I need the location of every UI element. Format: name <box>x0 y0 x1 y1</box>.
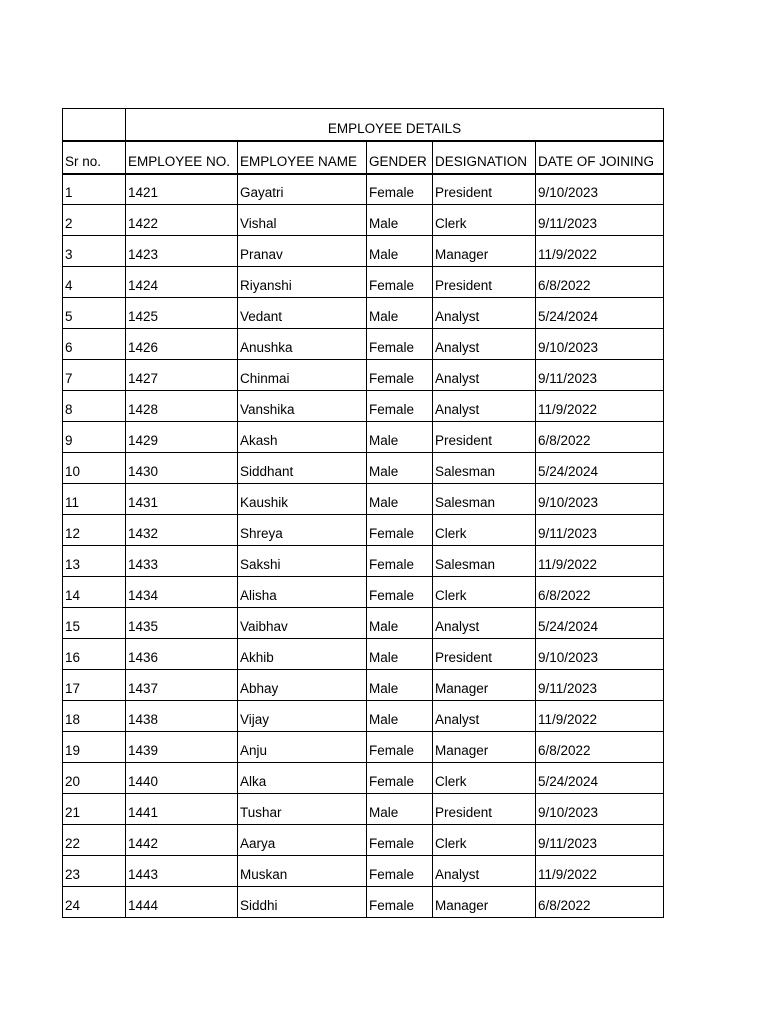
cell-gender: Female <box>367 174 433 205</box>
table-row <box>63 794 664 825</box>
cell-sr-no: 8 <box>63 391 126 422</box>
cell-employee-name: Tushar <box>238 794 367 825</box>
table-row <box>63 546 664 577</box>
table-row <box>63 856 664 887</box>
table-row <box>63 391 664 422</box>
cell-employee-name: Siddhi <box>238 887 367 918</box>
cell-designation: President <box>433 422 536 453</box>
cell-employee-no: 1439 <box>126 732 238 763</box>
header-gender: GENDER <box>367 141 433 174</box>
cell-sr-no: 1 <box>63 174 126 205</box>
cell-date-of-joining: 9/11/2023 <box>536 825 664 856</box>
cell-designation: Clerk <box>433 577 536 608</box>
cell-designation: Clerk <box>433 763 536 794</box>
cell-employee-name: Riyanshi <box>238 267 367 298</box>
cell-date-of-joining: 11/9/2022 <box>536 391 664 422</box>
cell-employee-no: 1443 <box>126 856 238 887</box>
cell-designation: Analyst <box>433 608 536 639</box>
cell-gender: Male <box>367 236 433 267</box>
cell-sr-no: 6 <box>63 329 126 360</box>
cell-sr-no: 24 <box>63 887 126 918</box>
cell-employee-no: 1436 <box>126 639 238 670</box>
cell-sr-no: 14 <box>63 577 126 608</box>
cell-employee-name: Vedant <box>238 298 367 329</box>
cell-designation: Manager <box>433 670 536 701</box>
table-row <box>63 174 664 205</box>
cell-date-of-joining: 9/11/2023 <box>536 205 664 236</box>
cell-employee-no: 1432 <box>126 515 238 546</box>
cell-employee-name: Vijay <box>238 701 367 732</box>
table-row <box>63 329 664 360</box>
table-row <box>63 484 664 515</box>
cell-date-of-joining: 11/9/2022 <box>536 701 664 732</box>
cell-date-of-joining: 11/9/2022 <box>536 546 664 577</box>
cell-date-of-joining: 9/10/2023 <box>536 329 664 360</box>
cell-employee-name: Akash <box>238 422 367 453</box>
header-employee-name: EMPLOYEE NAME <box>238 141 367 174</box>
table-row <box>63 236 664 267</box>
cell-gender: Male <box>367 484 433 515</box>
cell-gender: Female <box>367 732 433 763</box>
cell-designation: Clerk <box>433 205 536 236</box>
table-row <box>63 608 664 639</box>
cell-gender: Male <box>367 794 433 825</box>
header-employee-no: EMPLOYEE NO. <box>126 141 238 174</box>
table-row <box>63 639 664 670</box>
cell-sr-no: 7 <box>63 360 126 391</box>
cell-employee-name: Anju <box>238 732 367 763</box>
table-row <box>63 267 664 298</box>
cell-employee-name: Gayatri <box>238 174 367 205</box>
cell-sr-no: 22 <box>63 825 126 856</box>
table-row <box>63 298 664 329</box>
cell-gender: Male <box>367 298 433 329</box>
cell-designation: President <box>433 639 536 670</box>
cell-gender: Female <box>367 267 433 298</box>
cell-employee-no: 1428 <box>126 391 238 422</box>
cell-sr-no: 21 <box>63 794 126 825</box>
table-row <box>63 205 664 236</box>
cell-sr-no: 11 <box>63 484 126 515</box>
cell-employee-name: Shreya <box>238 515 367 546</box>
cell-sr-no: 2 <box>63 205 126 236</box>
table-row <box>63 577 664 608</box>
cell-employee-no: 1429 <box>126 422 238 453</box>
cell-employee-no: 1427 <box>126 360 238 391</box>
blank-corner-cell <box>63 109 126 141</box>
cell-employee-name: Muskan <box>238 856 367 887</box>
cell-gender: Female <box>367 825 433 856</box>
cell-gender: Female <box>367 360 433 391</box>
cell-gender: Male <box>367 205 433 236</box>
cell-designation: Manager <box>433 732 536 763</box>
cell-employee-name: Vishal <box>238 205 367 236</box>
cell-gender: Male <box>367 639 433 670</box>
cell-employee-name: Vaibhav <box>238 608 367 639</box>
cell-date-of-joining: 11/9/2022 <box>536 236 664 267</box>
cell-designation: Salesman <box>433 546 536 577</box>
cell-designation: Clerk <box>433 515 536 546</box>
cell-date-of-joining: 6/8/2022 <box>536 267 664 298</box>
cell-sr-no: 15 <box>63 608 126 639</box>
cell-gender: Male <box>367 608 433 639</box>
cell-employee-no: 1444 <box>126 887 238 918</box>
table-row <box>63 453 664 484</box>
cell-gender: Male <box>367 701 433 732</box>
cell-gender: Male <box>367 670 433 701</box>
cell-employee-no: 1430 <box>126 453 238 484</box>
cell-date-of-joining: 9/11/2023 <box>536 670 664 701</box>
cell-gender: Female <box>367 515 433 546</box>
cell-designation: Analyst <box>433 360 536 391</box>
header-row <box>63 141 664 174</box>
table-row <box>63 701 664 732</box>
cell-sr-no: 20 <box>63 763 126 794</box>
cell-gender: Male <box>367 453 433 484</box>
header-designation: DESIGNATION <box>433 141 536 174</box>
cell-employee-name: Anushka <box>238 329 367 360</box>
table-row <box>63 515 664 546</box>
cell-employee-name: Sakshi <box>238 546 367 577</box>
cell-gender: Female <box>367 546 433 577</box>
cell-employee-no: 1422 <box>126 205 238 236</box>
cell-date-of-joining: 9/10/2023 <box>536 174 664 205</box>
cell-designation: Analyst <box>433 391 536 422</box>
cell-gender: Female <box>367 577 433 608</box>
cell-date-of-joining: 6/8/2022 <box>536 577 664 608</box>
cell-employee-name: Siddhant <box>238 453 367 484</box>
cell-sr-no: 9 <box>63 422 126 453</box>
cell-employee-no: 1433 <box>126 546 238 577</box>
cell-designation: President <box>433 794 536 825</box>
table-row <box>63 825 664 856</box>
cell-employee-name: Kaushik <box>238 484 367 515</box>
cell-designation: Salesman <box>433 453 536 484</box>
table-row <box>63 360 664 391</box>
cell-employee-no: 1437 <box>126 670 238 701</box>
cell-designation: Analyst <box>433 329 536 360</box>
cell-employee-no: 1438 <box>126 701 238 732</box>
cell-designation: President <box>433 267 536 298</box>
cell-sr-no: 3 <box>63 236 126 267</box>
cell-gender: Male <box>367 422 433 453</box>
cell-sr-no: 12 <box>63 515 126 546</box>
cell-designation: Analyst <box>433 298 536 329</box>
cell-employee-name: Pranav <box>238 236 367 267</box>
cell-date-of-joining: 9/11/2023 <box>536 515 664 546</box>
title-row <box>63 109 664 141</box>
cell-employee-no: 1431 <box>126 484 238 515</box>
cell-gender: Female <box>367 763 433 794</box>
cell-employee-name: Alka <box>238 763 367 794</box>
cell-sr-no: 18 <box>63 701 126 732</box>
cell-date-of-joining: 5/24/2024 <box>536 298 664 329</box>
table-row <box>63 732 664 763</box>
cell-date-of-joining: 11/9/2022 <box>536 856 664 887</box>
cell-sr-no: 10 <box>63 453 126 484</box>
cell-date-of-joining: 5/24/2024 <box>536 608 664 639</box>
cell-employee-name: Alisha <box>238 577 367 608</box>
table-row <box>63 763 664 794</box>
cell-sr-no: 4 <box>63 267 126 298</box>
employee-table <box>62 108 664 918</box>
cell-gender: Female <box>367 391 433 422</box>
cell-employee-name: Abhay <box>238 670 367 701</box>
cell-sr-no: 13 <box>63 546 126 577</box>
cell-sr-no: 17 <box>63 670 126 701</box>
cell-employee-no: 1442 <box>126 825 238 856</box>
table-row <box>63 422 664 453</box>
cell-date-of-joining: 9/10/2023 <box>536 484 664 515</box>
cell-date-of-joining: 5/24/2024 <box>536 763 664 794</box>
cell-employee-name: Chinmai <box>238 360 367 391</box>
cell-designation: President <box>433 174 536 205</box>
cell-designation: Manager <box>433 887 536 918</box>
table-row <box>63 887 664 918</box>
cell-gender: Female <box>367 856 433 887</box>
cell-employee-name: Akhib <box>238 639 367 670</box>
cell-employee-no: 1435 <box>126 608 238 639</box>
cell-designation: Clerk <box>433 825 536 856</box>
header-date-of-joining: DATE OF JOINING <box>536 141 664 174</box>
cell-designation: Manager <box>433 236 536 267</box>
cell-employee-no: 1425 <box>126 298 238 329</box>
cell-date-of-joining: 6/8/2022 <box>536 887 664 918</box>
cell-designation: Analyst <box>433 701 536 732</box>
header-sr-no: Sr no. <box>63 141 126 174</box>
table-row <box>63 670 664 701</box>
cell-employee-no: 1426 <box>126 329 238 360</box>
cell-employee-name: Aarya <box>238 825 367 856</box>
cell-employee-no: 1424 <box>126 267 238 298</box>
cell-sr-no: 23 <box>63 856 126 887</box>
cell-gender: Female <box>367 329 433 360</box>
cell-employee-no: 1441 <box>126 794 238 825</box>
cell-sr-no: 19 <box>63 732 126 763</box>
cell-date-of-joining: 9/10/2023 <box>536 639 664 670</box>
cell-designation: Analyst <box>433 856 536 887</box>
cell-date-of-joining: 6/8/2022 <box>536 422 664 453</box>
cell-employee-no: 1421 <box>126 174 238 205</box>
cell-sr-no: 16 <box>63 639 126 670</box>
cell-sr-no: 5 <box>63 298 126 329</box>
cell-gender: Female <box>367 887 433 918</box>
table-title: EMPLOYEE DETAILS <box>126 109 664 141</box>
cell-date-of-joining: 5/24/2024 <box>536 453 664 484</box>
cell-date-of-joining: 9/10/2023 <box>536 794 664 825</box>
cell-date-of-joining: 6/8/2022 <box>536 732 664 763</box>
cell-employee-no: 1423 <box>126 236 238 267</box>
cell-designation: Salesman <box>433 484 536 515</box>
cell-employee-name: Vanshika <box>238 391 367 422</box>
cell-employee-no: 1434 <box>126 577 238 608</box>
cell-date-of-joining: 9/11/2023 <box>536 360 664 391</box>
cell-employee-no: 1440 <box>126 763 238 794</box>
